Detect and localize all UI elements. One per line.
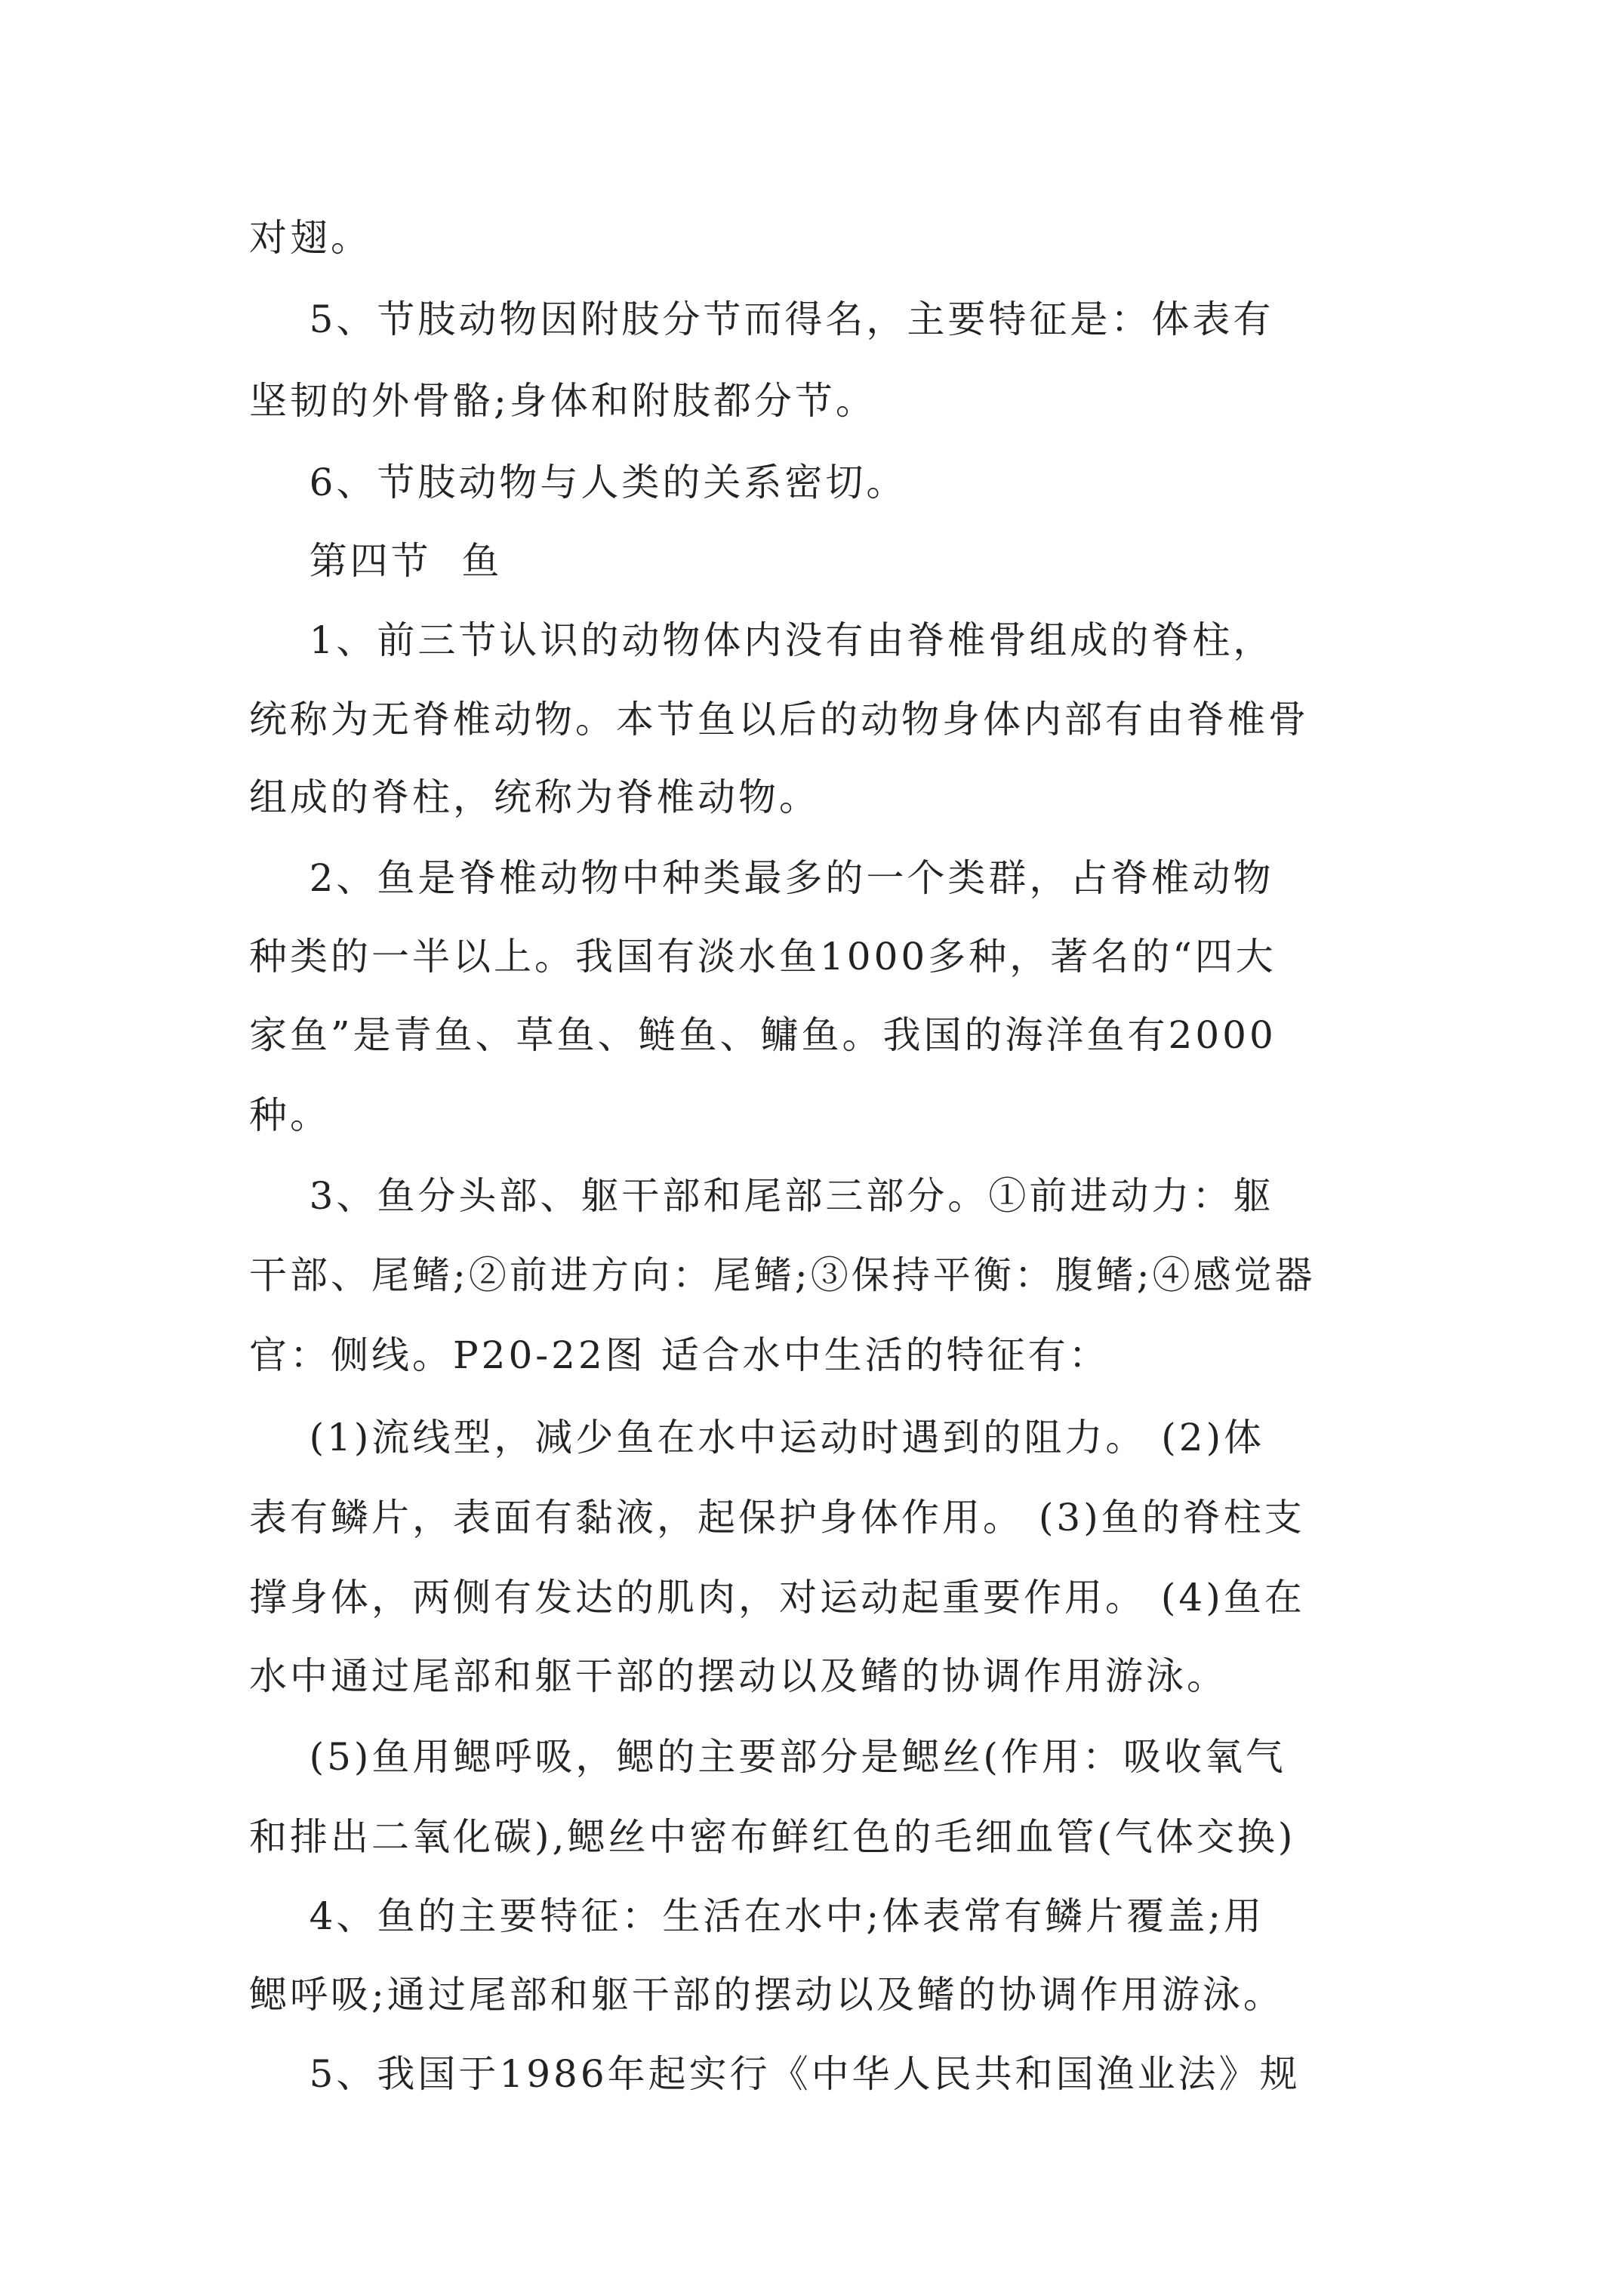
text-line: 干部、尾鳍;②前进方向：尾鳍;③保持平衡：腹鳍;④感觉器 (249, 1253, 1316, 1297)
text-line: 对翅。 (249, 216, 371, 260)
text-line: 种类的一半以上。我国有淡水鱼1000多种，著名的“四大 (249, 935, 1277, 978)
text-line: 统称为无脊椎动物。本节鱼以后的动物身体内部有由脊椎骨 (249, 698, 1309, 741)
text-line: 2、鱼是脊椎动物中种类最多的一个类群，占脊椎动物 (249, 856, 1274, 900)
text-line: 3、鱼分头部、躯干部和尾部三部分。①前进动力：躯 (249, 1174, 1274, 1218)
text-line: 和排出二氧化碳),鳃丝中密布鲜红色的毛细血管(气体交换) (249, 1815, 1296, 1859)
text-line: (1)流线型，减少鱼在水中运动时遇到的阻力。 (2)体 (249, 1416, 1265, 1459)
text-line: 6、节肢动物与人类的关系密切。 (249, 461, 907, 504)
text-line: 坚韧的外骨骼;身体和附肢都分节。 (249, 379, 876, 423)
text-line: 5、我国于1986年起实行《中华人民共和国渔业法》规 (249, 2052, 1301, 2096)
text-line: 鳃呼吸;通过尾部和躯干部的摆动以及鳍的协调作用游泳。 (249, 1973, 1284, 2017)
text-line: 5、节肢动物因附肢分节而得名，主要特征是：体表有 (249, 297, 1274, 341)
section-heading: 第四节 鱼 (249, 539, 503, 583)
text-line: (5)鱼用鳃呼吸，鳃的主要部分是鳃丝(作用：吸收氧气 (249, 1735, 1286, 1779)
text-line: 表有鳞片，表面有黏液，起保护身体作用。 (3)鱼的脊柱支 (249, 1496, 1305, 1539)
text-line: 4、鱼的主要特征：生活在水中;体表常有鳞片覆盖;用 (249, 1894, 1265, 1938)
text-line: 撑身体，两侧有发达的肌肉，对运动起重要作用。 (4)鱼在 (249, 1576, 1305, 1620)
text-line: 1、前三节认识的动物体内没有由脊椎骨组成的脊柱， (249, 618, 1274, 662)
text-line: 种。 (249, 1093, 331, 1137)
text-line: 组成的脊柱，统称为脊椎动物。 (249, 775, 820, 819)
text-line: 家鱼”是青鱼、草鱼、鲢鱼、鳙鱼。我国的海洋鱼有2000 (249, 1013, 1277, 1057)
text-line: 水中通过尾部和躯干部的摆动以及鳍的协调作用游泳。 (249, 1654, 1227, 1698)
text-line: 官：侧线。P20-22图 适合水中生活的特征有： (249, 1333, 1110, 1377)
